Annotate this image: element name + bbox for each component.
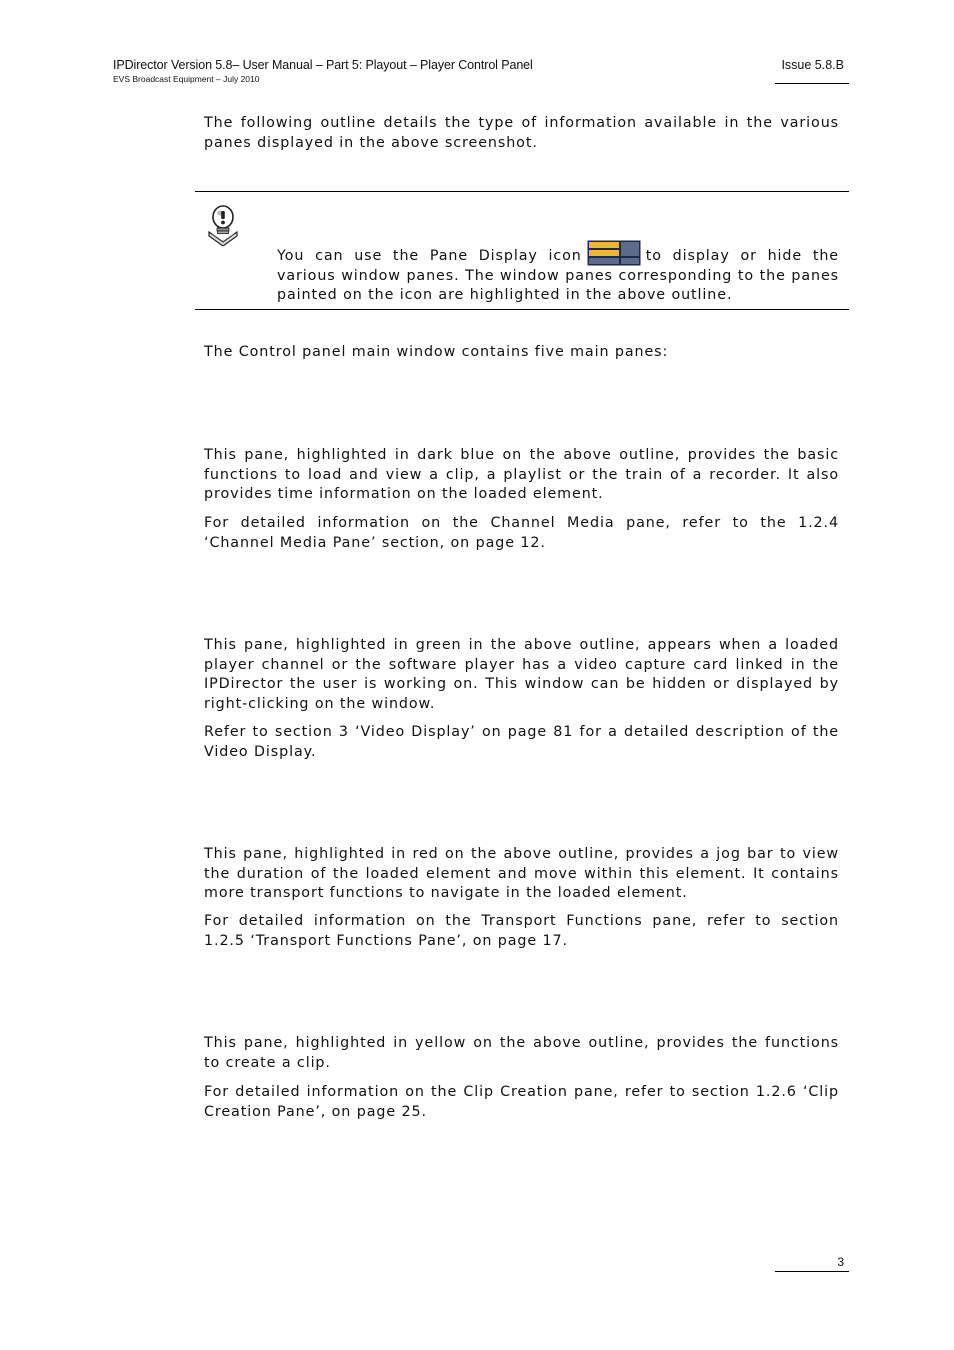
channel-media-description: This pane, highlighted in dark blue on the above outline, provides the basic functions to load and view a clip, a playlist or the train of a recorder. It also provides time information on the loaded element. xyxy=(204,447,839,502)
intro-paragraph: The following outline details the type of information available in the various panes displayed in the above screenshot. xyxy=(204,115,839,151)
video-display-description: This pane, highlighted in green in the above outline, appears when a loaded player channel or the software player has a video capture card linked in the IPDirector the user is working on. This window can be hidden or displayed by right-clicking on the window. xyxy=(204,637,839,712)
lightbulb-note-icon xyxy=(206,204,240,246)
note-bottom-rule xyxy=(195,309,849,310)
header-title: IPDirector Version 5.8– User Manual – Part 5: Playout – Player Control Panel xyxy=(113,58,533,72)
channel-media-reference: For detailed information on the Channel Media pane, refer to the 1.2.4 ‘Channel Media Pane’ section, on page 12. xyxy=(204,515,839,551)
header-subtitle: EVS Broadcast Equipment – July 2010 xyxy=(113,74,260,84)
main-intro-paragraph: The Control panel main window contains five main panes: xyxy=(204,344,669,360)
footer-rule xyxy=(775,1271,849,1272)
note-top-rule xyxy=(195,191,849,192)
clip-creation-reference: For detailed information on the Clip Creation pane, refer to section 1.2.6 ‘Clip Creation Pane’, on page 25. xyxy=(204,1084,839,1120)
transport-functions-description: This pane, highlighted in red on the above outline, provides a jog bar to view the duration of the loaded element and move within this element. It contains more transport functions to navigate in the loaded element. xyxy=(204,846,839,901)
clip-creation-description: This pane, highlighted in yellow on the above outline, provides the functions to create a clip. xyxy=(204,1035,839,1071)
pane-display-icon xyxy=(587,240,641,266)
note-text xyxy=(277,240,839,306)
page-number: 3 xyxy=(837,1255,844,1269)
header-issue: Issue 5.8.B xyxy=(781,58,844,72)
video-display-reference: Refer to section 3 ‘Video Display’ on page 81 for a detailed description of the Video Display. xyxy=(204,724,839,760)
note-text-after-icon: to display or hide the various window panes. The window panes corresponding to the panes painted on the icon are highlighted in the above outline. xyxy=(277,248,840,303)
header-rule xyxy=(775,83,849,84)
note-text-before-icon: You can use the Pane Display icon xyxy=(277,248,582,264)
transport-functions-reference: For detailed information on the Transport Functions pane, refer to section 1.2.5 ‘Transport Functions Pane’, on page 17. xyxy=(204,913,839,949)
